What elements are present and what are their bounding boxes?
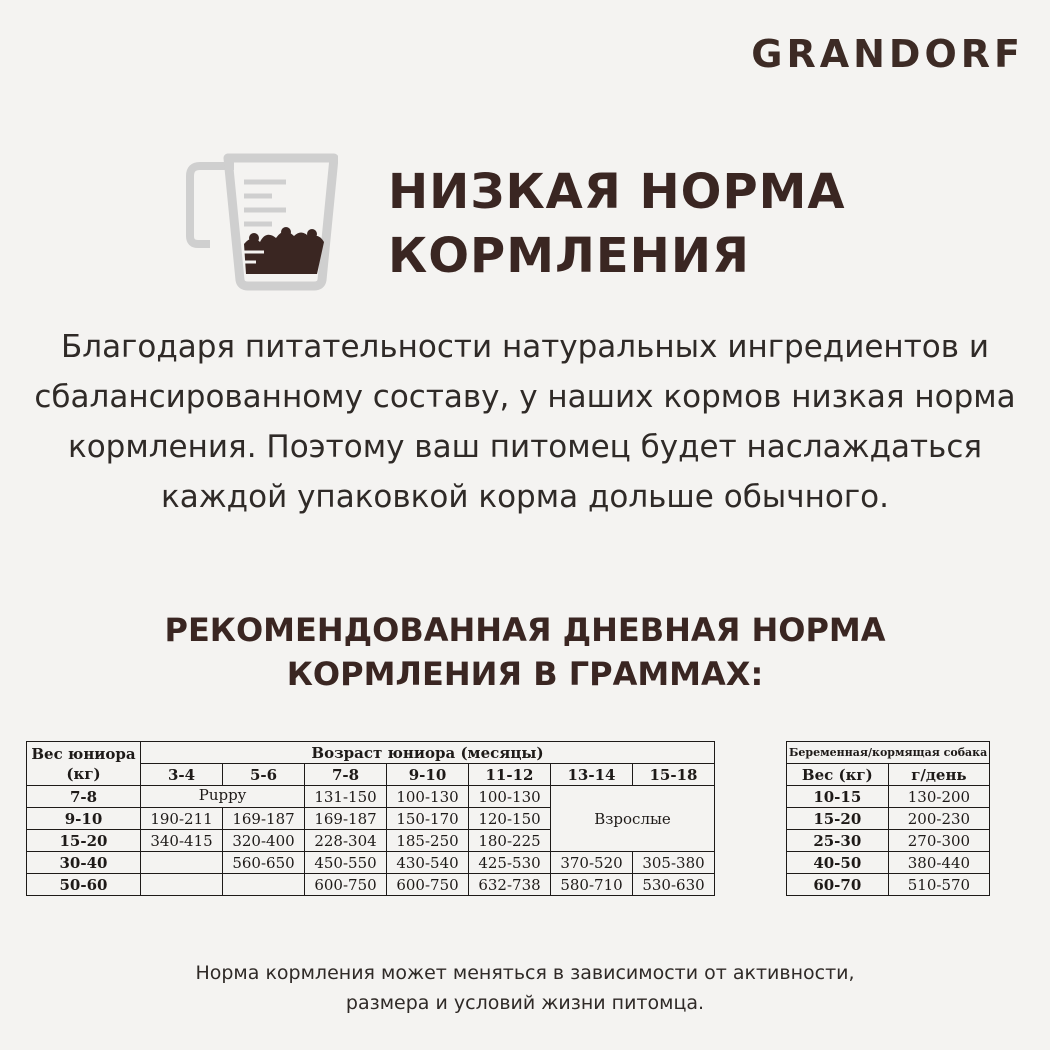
weight-cell: 10-15	[787, 786, 889, 808]
table-row	[27, 874, 715, 896]
table-cell: 130-200	[888, 786, 990, 808]
table-cell: 320-400	[223, 830, 305, 852]
weight-column-header: Вес юниора (кг)	[27, 742, 141, 786]
footnote-line: Норма кормления может меняться в зависимости от активности,	[195, 962, 855, 984]
table-row	[27, 786, 715, 808]
table-cell: 340-415	[141, 830, 223, 852]
table-cell: 169-187	[223, 808, 305, 830]
table-cell: 100-130	[469, 786, 551, 808]
table-cell: 190-211	[141, 808, 223, 830]
table-cell: 425-530	[469, 852, 551, 874]
table-row	[787, 852, 990, 874]
footnote-line: размера и условий жизни питомца.	[345, 992, 705, 1014]
age-column-header: Возраст юниора (месяцы)	[141, 742, 715, 764]
table-cell	[141, 874, 223, 896]
weight-cell: 15-20	[787, 808, 889, 830]
section-heading-line2: КОРМЛЕНИЯ В ГРАММАХ:	[286, 655, 764, 693]
table-cell: 600-750	[387, 874, 469, 896]
table-cell: 560-650	[223, 852, 305, 874]
table-cell: 169-187	[305, 808, 387, 830]
table-cell: 580-710	[551, 874, 633, 896]
age-column: 11-12	[469, 764, 551, 786]
weight-cell: 7-8	[27, 786, 141, 808]
pregnant-table-caption: Беременная/кормящая собака	[787, 742, 990, 764]
table-cell: 430-540	[387, 852, 469, 874]
weight-cell: 25-30	[787, 830, 889, 852]
brand-logo: GRANDORF	[751, 32, 1024, 76]
pregnant-feeding-table	[786, 741, 990, 896]
intro-paragraph	[0, 322, 1050, 522]
table-cell: 370-520	[551, 852, 633, 874]
table-cell: 305-380	[633, 852, 715, 874]
table-cell: 380-440	[888, 852, 990, 874]
table-cell: 510-570	[888, 874, 990, 896]
pregnant-grams-header: г/день	[888, 764, 990, 786]
table-cell	[141, 852, 223, 874]
pregnant-weight-header: Вес (кг)	[787, 764, 889, 786]
table-row	[787, 830, 990, 852]
table-cell: 150-170	[387, 808, 469, 830]
junior-feeding-table	[26, 741, 715, 896]
table-cell: 185-250	[387, 830, 469, 852]
table-cell: 270-300	[888, 830, 990, 852]
intro-line: каждой упаковкой корма дольше обычного.	[161, 479, 889, 515]
table-cell: 131-150	[305, 786, 387, 808]
section-heading	[0, 608, 1050, 696]
age-column: 7-8	[305, 764, 387, 786]
table-row	[787, 808, 990, 830]
table-row	[787, 874, 990, 896]
table-row	[787, 786, 990, 808]
table-cell: 200-230	[888, 808, 990, 830]
table-cell: 632-738	[469, 874, 551, 896]
table-cell	[223, 874, 305, 896]
table-cell: 450-550	[305, 852, 387, 874]
table-row	[27, 852, 715, 874]
measuring-cup-with-kibble-icon	[186, 152, 338, 292]
weight-cell: 30-40	[27, 852, 141, 874]
page-title-line1: НИЗКАЯ НОРМА	[388, 164, 846, 220]
table-cell: 228-304	[305, 830, 387, 852]
weight-cell: 15-20	[27, 830, 141, 852]
weight-cell: 50-60	[27, 874, 141, 896]
age-column: 15-18	[633, 764, 715, 786]
footnote	[0, 958, 1050, 1018]
table-cell: 530-630	[633, 874, 715, 896]
table-cell: 180-225	[469, 830, 551, 852]
intro-line: сбалансированному составу, у наших кормов низкая норма	[34, 379, 1016, 415]
table-cell: 100-130	[387, 786, 469, 808]
intro-line: Благодаря питательности натуральных ингредиентов и	[60, 329, 989, 365]
age-column: 5-6	[223, 764, 305, 786]
page-title	[388, 160, 846, 288]
puppy-label: Puppy	[141, 786, 305, 808]
age-column: 13-14	[551, 764, 633, 786]
age-column: 3-4	[141, 764, 223, 786]
weight-cell: 9-10	[27, 808, 141, 830]
section-heading-line1: РЕКОМЕНДОВАННАЯ ДНЕВНАЯ НОРМА	[164, 611, 886, 649]
weight-cell: 60-70	[787, 874, 889, 896]
table-cell: 120-150	[469, 808, 551, 830]
weight-cell: 40-50	[787, 852, 889, 874]
table-cell: 600-750	[305, 874, 387, 896]
adult-label: Взрослые	[551, 786, 715, 852]
page-title-line2: КОРМЛЕНИЯ	[388, 228, 750, 284]
age-column: 9-10	[387, 764, 469, 786]
intro-line: кормления. Поэтому ваш питомец будет наслаждаться	[67, 429, 983, 465]
pregnant-header-row	[787, 764, 990, 786]
